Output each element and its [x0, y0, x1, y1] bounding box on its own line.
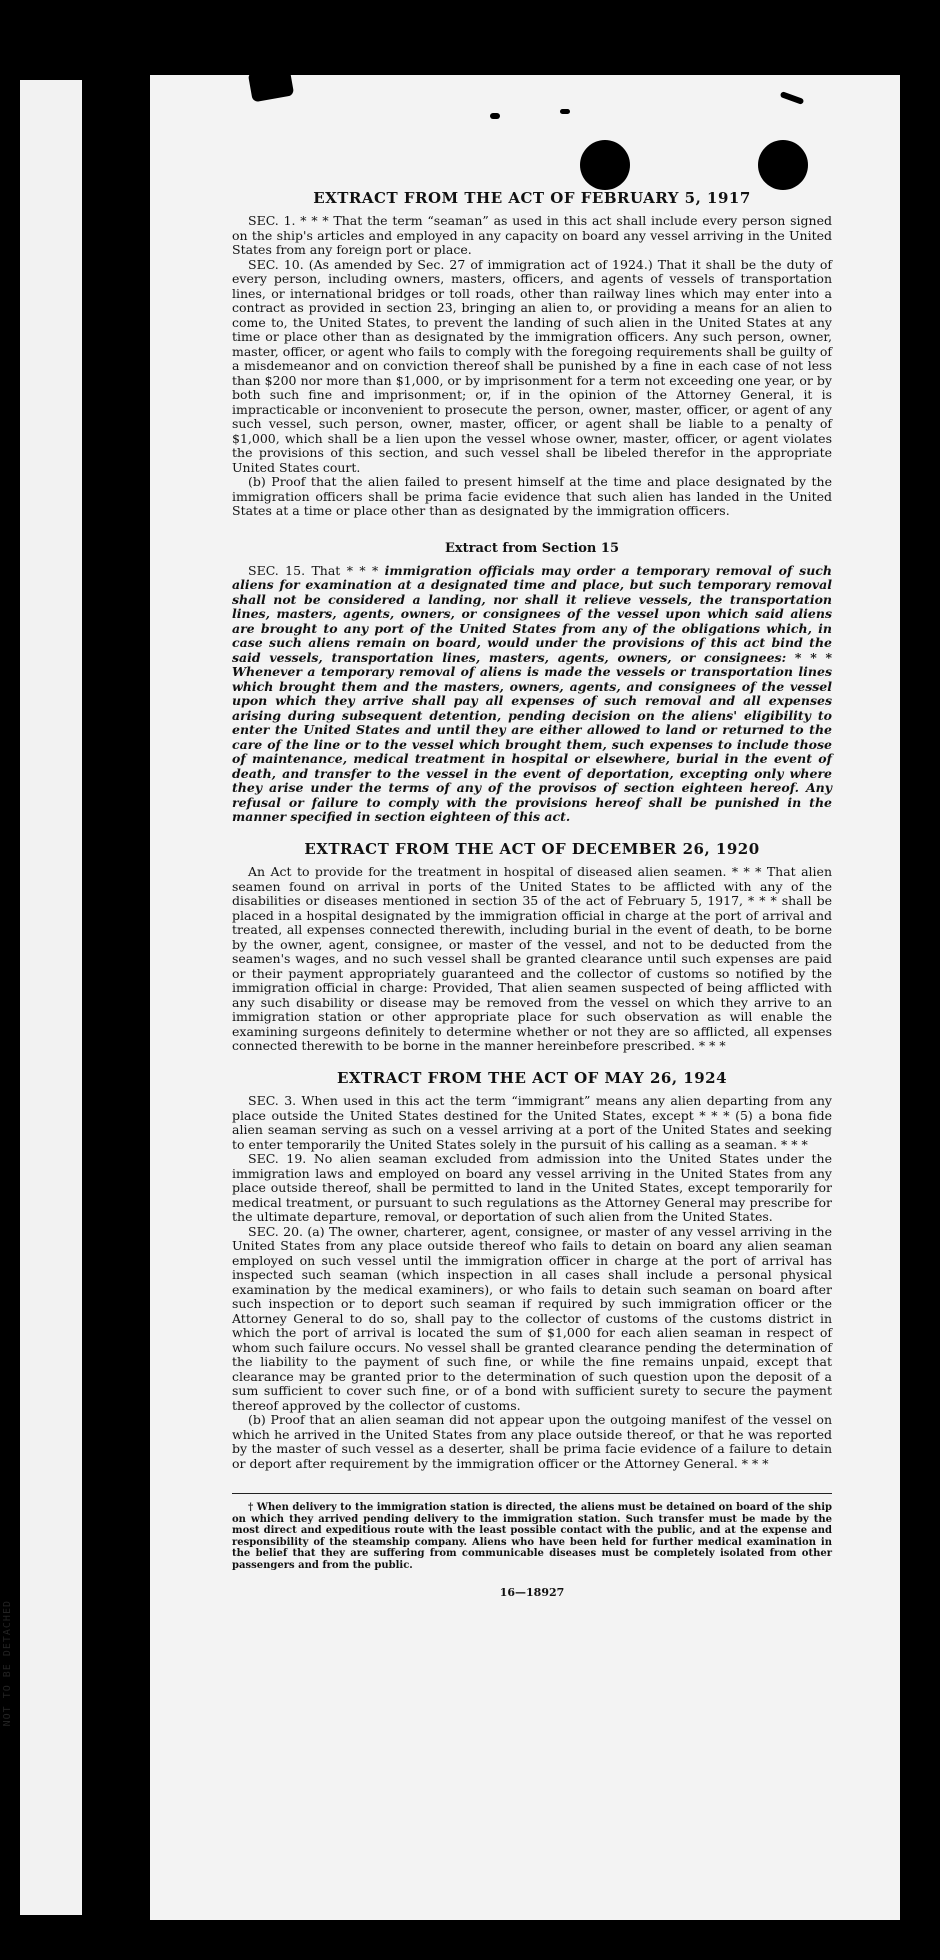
section-4-title: EXTRACT FROM THE ACT OF MAY 26, 1924 [336, 1068, 728, 1087]
punch-hole [580, 140, 630, 190]
paper-blemish [560, 109, 570, 114]
section-1-paragraph: SEC. 1. * * * That the term “seaman” as used in this act shall include every person signed on the ship's articles and employed in any capacity on board any vessel arriving in the United States from any foreign port or place. [232, 213, 832, 258]
paper-blemish [490, 113, 500, 119]
strip-text: NOT TO BE DETACHED [2, 1600, 13, 1727]
section-1-paragraph: SEC. 10. (As amended by Sec. 27 of immigration act of 1924.) That it shall be the duty of every person, including owners, masters, officers, and agents of vessels of transportation lines, or international bridges or toll roads, other than railway lines which may enter into a contract as provided in section 23, bringing an alien to, or providing a means for an alien to come to, the United States, to prevent the landing of such alien in the United States at any time or place other than as designated by the immigration officers. Any such person, owner, master, officer, or agent who fails to comply with the foregoing requirements shall be guilty of a misdemeanor and on conviction thereof shall be punished by a fine in each case of not less than $200 nor more than $1,000, or by imprisonment for a term not exceeding one year, or by both such fine and imprisonment; or, if in the opinion of the Attorney General, it is impracticable or inconvenient to prosecute the person, owner, master, officer, or agent of any such vessel, such person, owner, master, officer, or agent shall be liable to a penalty of $1,000, which shall be a lien upon the vessel whose owner, master, officer, or agent violates the provisions of this section, and such vessel shall be libeled therefor in the appropriate United States court. [232, 256, 832, 475]
section-4-paragraph: SEC. 3. When used in this act the term “immigrant” means any alien departing from any place outside the United States destined for the United States, except * * * (5) a bona fide alien seaman serving as such on a vessel arriving at a port of the United States and seeking to enter temporarily the United States solely in the pursuit of his calling as a seaman. * * * [232, 1093, 832, 1152]
section-2-lead: SEC. 15. That * * * [248, 562, 385, 578]
section-3-title: EXTRACT FROM THE ACT OF DECEMBER 26, 1920 [304, 839, 760, 858]
section-4-paragraph: SEC. 19. No alien seaman excluded from admission into the United States under the immigration laws and employed on board any vessel arriving in the United States from any place outside thereof, shall be permitted to land in the United States, except temporarily for medical treatment, or pursuant to such regulations as the Attorney General may prescribe for the ultimate departure, removal, or deportation of such alien from the United States. [232, 1151, 832, 1225]
adjacent-page-strip [20, 80, 82, 1915]
paper-blemish [780, 91, 805, 105]
punch-hole [758, 140, 808, 190]
section-4-paragraph: SEC. 20. (a) The owner, charterer, agent, consignee, or master of any vessel arriving in the United States from any place outside thereof who fails to detain on board any alien seaman employed on such vessel until the immigration officer in charge at the port of arrival has inspected such seaman (which inspection in all cases shall include a personal physical examination by the medical examiners), or who fails to detain such seaman on board after such inspection or to deport such seaman if required by such immigration officer or the Attorney General to do so, shall pay to the collector of customs of the customs district in which the port of arrival is located the sum of $1,000 for each alien seaman in respect of whom such failure occurs. No vessel shall be granted clearance pending the determination of the liability to the payment of such fine, or while the fine remains unpaid, except that clearance may be granted prior to the determination of such question upon the deposit of a sum sufficient to cover such fine, or of a bond with sufficient surety to secure the payment thereof approved by the collector of customs. [232, 1223, 832, 1413]
section-1-title: EXTRACT FROM THE ACT OF FEBRUARY 5, 1917 [313, 189, 751, 207]
section-2-paragraph [232, 564, 832, 825]
section-2-title: Extract from Section 15 [444, 540, 620, 556]
footnote-divider [232, 1493, 832, 1494]
section-1-paragraph: (b) Proof that the alien failed to present himself at the time and place designated by the immigration officers shall be prima facie evidence that such alien has landed in the United States at a time or place other than as designated by the immigration officers. [232, 474, 832, 519]
section-3-paragraph: An Act to provide for the treatment in hospital of diseased alien seamen. * * * That alien seamen found on arrival in ports of the United States to be afflicted with any of the disabilities or diseases mentioned in section 35 of the act of February 5, 1917, * * * shall be placed in a hospital designated by the immigration official in charge at the port of arrival and treated, all expenses connected therewith, including burial in the event of death, to be borne by the owner, agent, consignee, or master of the vessel, and not to be deducted from the seamen's wages, and no such vessel shall be granted clearance until such expenses are paid or their payment appropriately guaranteed and the collector of customs so notified by the immigration official in charge: Provided, That alien seamen suspected of being afflicted with any such disability or disease may be removed from the vessel on which they arrive to an immigration station or other appropriate place for such observation as will enable the examining surgeons definitely to determine whether or not they are so afflicted, all expenses connected therewith to be borne in the manner hereinbefore prescribed. * * * [232, 864, 832, 1054]
section-4-paragraph: (b) Proof that an alien seaman did not appear upon the outgoing manifest of the vessel on which he arrived in the United States from any place outside thereof, or that he was reported by the master of such vessel as a deserter, shall be prima facie evidence of a failure to detain or deport after requirement by the immigration officer or the Attorney General. * * * [232, 1412, 832, 1471]
footnote: † When delivery to the immigration station is directed, the aliens must be detained on board of the ship on which they arrived pending delivery to the immigration station. Such transfer must be made by the most direct and expeditious route with the least possible contact with the public, and at the expense and responsibility of the steamship company. Aliens who have been held for further medical examination in the belief that they are suffering from communicable diseases must be completely isolated from other passengers and from the public. [232, 1502, 832, 1571]
document-page [150, 75, 900, 1920]
torn-corner [248, 75, 295, 102]
page-number: 16—18927 [499, 1586, 565, 1600]
document-body [232, 190, 832, 1600]
section-2-italic-text: immigration officials may order a temporary removal of such aliens for examination at a designated time and place, but such temporary removal shall not be considered a landing, nor shall it relieve vessels, the transportation lines, masters, agents, owners, or consignees of the vessel upon which said aliens are brought to any port of the United States from any of the obligations which, in case such aliens remain on board, would under the provisions of this act bind the said vessels, transportation lines, masters, agents, owners, or consignees: * * * Whenever a temporary removal of aliens is made the vessels or transportation lines which brought them and the masters, owners, agents, and consignees of the vessel upon which they arrive shall pay all expenses of such removal and all expenses arising during subsequent detention, pending decision on the aliens' eligibility to enter the United States and until they are either allowed to land or returned to the care of the line or to the vessel which brought them, such expenses to include those of maintenance, medical treatment in hospital or elsewhere, burial in the event of death, and transfer to the vessel in the event of deportation, excepting only where they arise under the terms of any of the provisos of section eighteen hereof. Any refusal or failure to comply with the provisions hereof shall be punished in the manner specified in section eighteen of this act. [232, 562, 832, 825]
